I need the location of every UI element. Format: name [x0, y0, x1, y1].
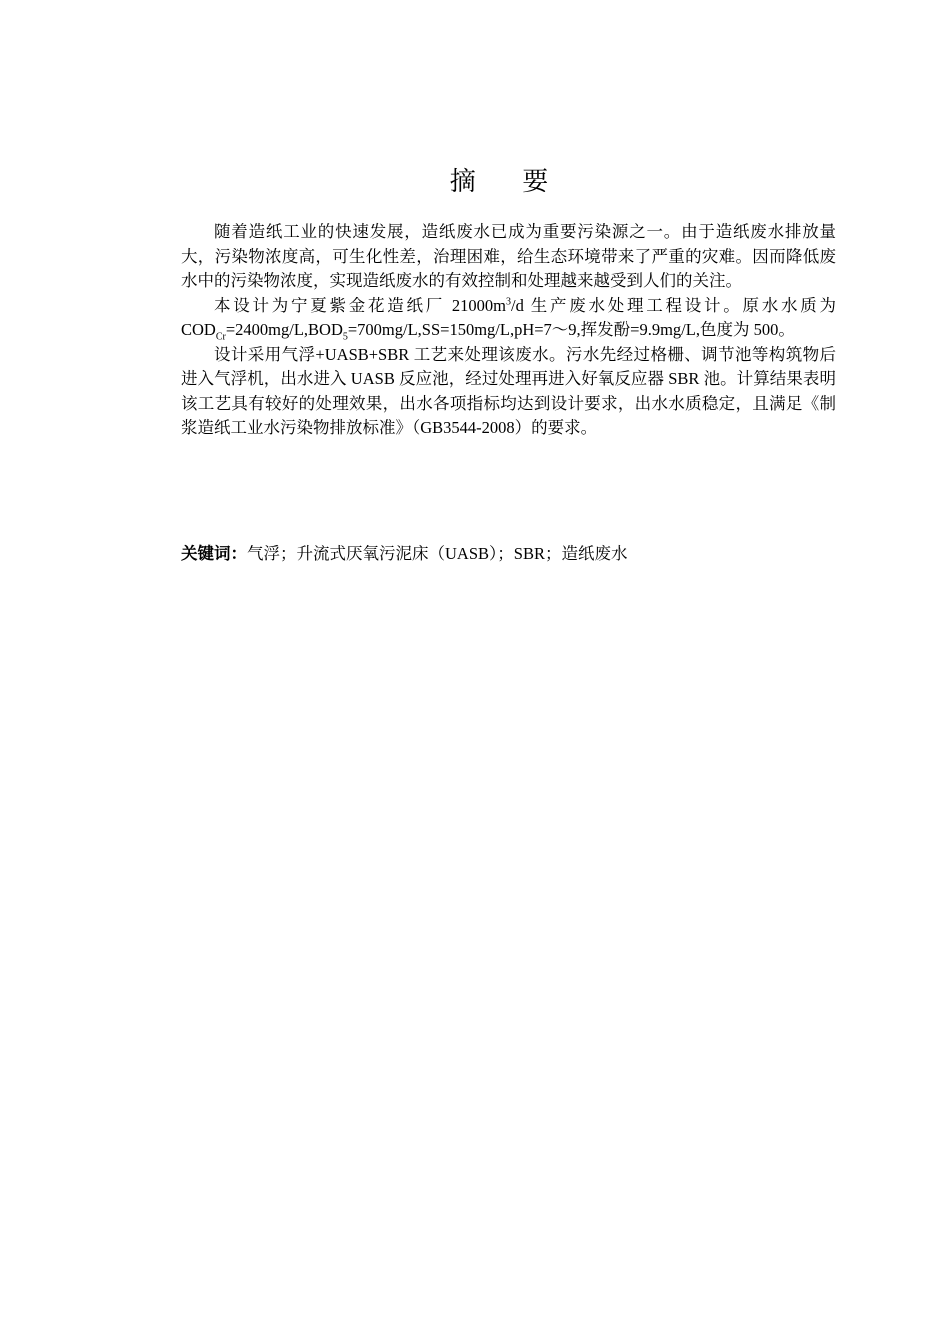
cubic-superscript: 3 — [506, 296, 511, 307]
page-title: 摘 要 — [449, 167, 569, 196]
abstract-paragraph-1: 随着造纸工业的快速发展，造纸废水已成为重要污染源之一。由于造纸废水排放量大，污染物浓度高，可生化性差，治理困难，给生态环境带来了严重的灾难。因而降低废水中的污染物浓度，实现造纸废水的有效控制和处理越来越受到人们的关注。 — [181, 222, 836, 290]
p2-text-4: =700mg/L,SS=150mg/L,pH=7～9,挥发酚=9.9mg/L,色度为 500。 — [347, 320, 795, 339]
keywords-line — [181, 542, 836, 566]
abstract-paragraph-3: 设计采用气浮+UASB+SBR 工艺来处理该废水。污水先经过格栅、调节池等构筑物后进入气浮机，出水进入 UASB 反应池，经过处理再进入好氧反应器 SBR 池。计算结果表明该工艺具有较好的处理效果，出水各项指标均达到设计要求，出水水质稳定，且满足《制浆造纸工业水污染物排放标准》（GB3544-2008）的要求。 — [181, 344, 836, 437]
keywords-items: 气浮；升流式厌氧污泥床（UASB）；SBR；造纸废水 — [247, 544, 628, 563]
abstract-body — [181, 220, 836, 441]
p2-text-2: /d 生产废水处理工程设计。原水水质为 COD — [181, 295, 836, 339]
cr-subscript: Cr — [215, 331, 226, 343]
keywords-label: 关键词： — [181, 544, 247, 563]
abstract-paragraph-2 — [181, 294, 836, 343]
p2-text-3: =2400mg/L,BOD — [225, 320, 343, 339]
p2-text-1: 本设计为宁夏紫金花造纸厂 21000m — [214, 295, 506, 315]
bod5-subscript: 5 — [342, 331, 348, 343]
